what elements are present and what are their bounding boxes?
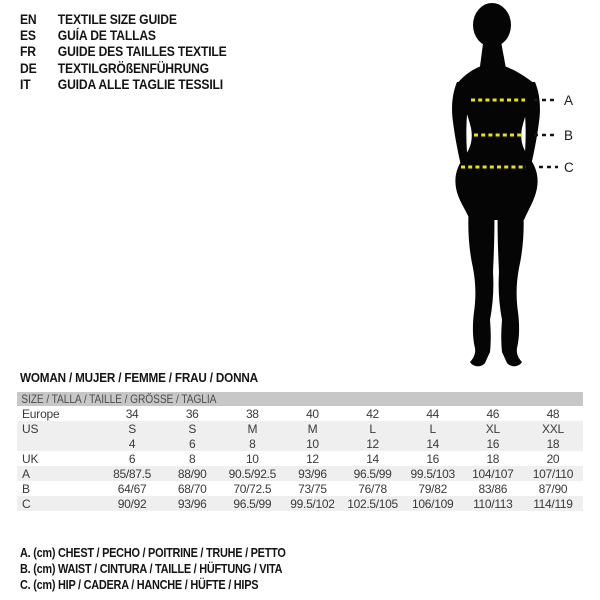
row-label: Europe — [22, 406, 60, 421]
table-row — [17, 451, 583, 466]
size-value: 90/92 — [117, 496, 147, 511]
size-value: 14 — [366, 451, 379, 466]
size-value: 10 — [306, 436, 319, 451]
size-value: 46 — [486, 406, 500, 421]
size-value: 34 — [125, 406, 139, 421]
size-value: 44 — [426, 406, 440, 421]
language-label: GUIDA ALLE TAGLIE TESSILI — [57, 77, 223, 93]
size-value: 18 — [546, 436, 560, 451]
table-row — [17, 481, 583, 496]
size-value: 42 — [366, 406, 379, 421]
size-value: 102.5/105 — [347, 496, 398, 511]
size-value: 10 — [245, 451, 259, 466]
language-code: ES — [20, 28, 36, 44]
woman-silhouette-figure — [440, 0, 600, 380]
row-label: A — [22, 466, 30, 481]
language-label: GUIDE DES TAILLES TEXTILE — [57, 44, 227, 60]
size-value: 48 — [546, 406, 560, 421]
legend-line: C. (cm) HIP / CADERA / HANCHE / HÜFTE / HIPS — [20, 577, 259, 593]
size-table-header — [17, 392, 583, 406]
size-value: 36 — [185, 406, 199, 421]
size-value: 114/119 — [533, 496, 573, 511]
size-value: 18 — [486, 451, 500, 466]
size-value: 8 — [189, 451, 196, 466]
language-list — [20, 11, 227, 93]
size-value: 38 — [245, 406, 259, 421]
size-value: 14 — [426, 436, 440, 451]
size-value: M — [307, 421, 318, 436]
size-value: S — [128, 421, 136, 436]
language-label: GUÍA DE TALLAS — [57, 28, 156, 44]
row-label: C — [22, 496, 31, 511]
size-value: 12 — [366, 436, 379, 451]
table-row — [17, 496, 583, 511]
size-value: 110/113 — [473, 496, 513, 511]
size-value: XL — [485, 421, 500, 436]
language-code: EN — [20, 11, 37, 27]
language-row — [20, 77, 227, 93]
language-code: DE — [20, 60, 37, 76]
size-value: 96.5/99 — [353, 466, 392, 481]
size-value: 90.5/92.5 — [228, 466, 276, 481]
language-row — [20, 27, 227, 43]
language-row — [20, 60, 227, 76]
language-row — [20, 44, 227, 60]
size-value: 107/110 — [532, 466, 574, 481]
size-value: 99.5/103 — [410, 466, 455, 481]
size-value: 12 — [306, 451, 319, 466]
size-table-body — [17, 406, 583, 511]
size-value: 8 — [249, 436, 256, 451]
measure-label-a: A — [564, 93, 574, 108]
size-value: 93/96 — [177, 496, 207, 511]
size-value: 85/87.5 — [113, 466, 152, 481]
size-value: 20 — [546, 451, 560, 466]
section-title: WOMAN / MUJER / FEMME / FRAU / DONNA — [20, 370, 258, 385]
size-value: 93/96 — [298, 466, 327, 481]
size-value: L — [369, 421, 376, 436]
size-value: 76/78 — [358, 481, 387, 496]
measure-label-b: B — [564, 128, 574, 143]
table-row — [17, 421, 583, 436]
silhouette-right-leg — [498, 196, 524, 366]
size-table — [17, 392, 583, 511]
size-value: 6 — [189, 436, 196, 451]
size-value: 16 — [486, 436, 500, 451]
table-row — [17, 436, 583, 451]
table-row — [17, 406, 583, 421]
size-value: S — [188, 421, 197, 436]
size-value: 68/70 — [177, 481, 207, 496]
legend-line: A. (cm) CHEST / PECHO / POITRINE / TRUHE / PETTO — [20, 545, 286, 560]
row-label: US — [22, 421, 39, 436]
table-row — [17, 466, 583, 481]
size-value: 79/82 — [418, 481, 447, 496]
language-label: TEXTILE SIZE GUIDE — [57, 11, 177, 27]
row-label: B — [22, 481, 30, 496]
size-table-header-label: SIZE / TALLA / TAILLE / GRÖSSE / TAGLIA — [21, 392, 217, 406]
size-value: 83/86 — [478, 481, 508, 496]
size-value: L — [429, 421, 436, 436]
size-value: XXL — [542, 421, 564, 436]
size-value: 4 — [128, 436, 136, 451]
size-value: 70/72.5 — [233, 481, 272, 496]
size-value: M — [247, 421, 258, 436]
legend-line: B. (cm) WAIST / CINTURA / TAILLE / HÜFTUNG / VITA — [20, 561, 283, 577]
size-value: 16 — [426, 451, 440, 466]
language-row — [20, 11, 227, 27]
size-value: 104/107 — [472, 466, 514, 481]
row-label: UK — [22, 451, 39, 466]
size-value: 96.5/99 — [233, 496, 272, 511]
language-code: IT — [20, 77, 31, 93]
size-value: 99.5/102 — [290, 496, 335, 511]
size-value: 6 — [128, 451, 136, 466]
size-value: 106/109 — [412, 496, 454, 511]
woman-silhouette — [452, 3, 540, 366]
language-label: TEXTILGRÖßENFÜHRUNG — [57, 60, 209, 76]
language-code: FR — [20, 44, 36, 60]
measure-label-c: C — [564, 160, 574, 175]
size-value: 64/67 — [117, 481, 147, 496]
measure-legend — [20, 545, 286, 594]
silhouette-left-leg — [468, 196, 494, 366]
size-value: 73/75 — [298, 481, 327, 496]
size-value: 88/90 — [177, 466, 207, 481]
size-value: 40 — [306, 406, 319, 421]
size-value: 87/90 — [538, 481, 568, 496]
